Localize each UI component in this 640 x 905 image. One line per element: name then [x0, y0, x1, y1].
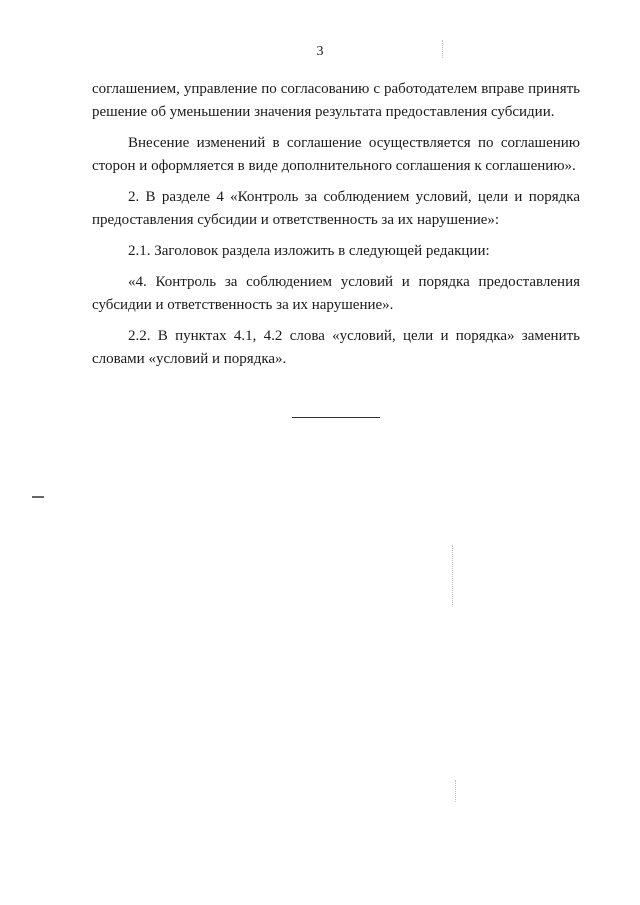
page-number: 3 [316, 44, 324, 59]
paragraph-continuation: соглашением, управление по согласованию с работодателем вправе принять решение об уменьшении значения результата предоставления субсидии. [92, 81, 580, 120]
scan-artifact-dash [32, 496, 44, 498]
document-body [92, 78, 580, 379]
paragraph-amendment-procedure: Внесение изменений в соглашение осуществляется по соглашению сторон и оформляется в виде дополнительного соглашения к соглашению». [92, 135, 580, 174]
paragraph-new-heading: «4. Контроль за соблюдением условий и порядка предоставления субсидии и ответственность за их нарушение». [92, 274, 580, 313]
scan-artifact-dots [452, 545, 454, 605]
end-separator-line [292, 417, 380, 418]
paragraph-item-2: 2. В разделе 4 «Контроль за соблюдением условий, цели и порядка предоставления субсидии и ответственность за их нарушение»: [92, 189, 580, 228]
scan-artifact-dots [455, 780, 457, 802]
paragraph-item-2-1: 2.1. Заголовок раздела изложить в следующей редакции: [128, 243, 490, 259]
paragraph-item-2-2: 2.2. В пунктах 4.1, 4.2 слова «условий, цели и порядка» заменить словами «условий и порядка». [92, 328, 580, 367]
scan-artifact-dots [442, 40, 444, 58]
